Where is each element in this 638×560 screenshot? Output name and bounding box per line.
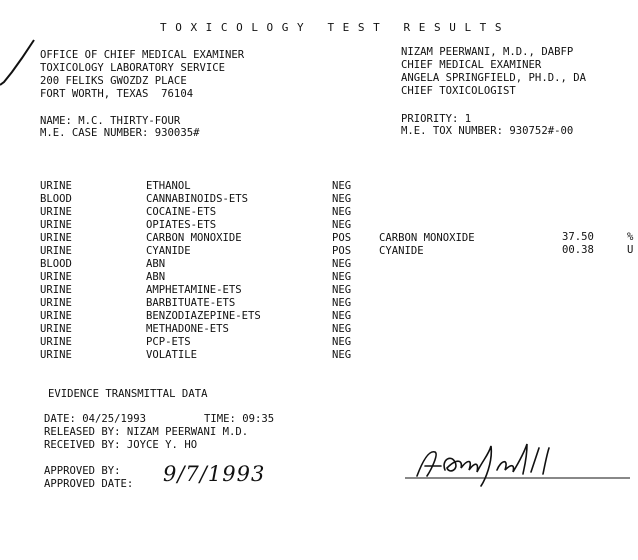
specimen: URINE <box>40 349 72 361</box>
test-result: NEG <box>332 336 352 348</box>
page-title: TOXICOLOGY TEST RESULTS <box>160 21 511 34</box>
test-name: BARBITUATE-ETS <box>146 297 236 309</box>
specimen: URINE <box>40 271 72 283</box>
specimen: URINE <box>40 336 72 348</box>
specimen: BLOOD <box>40 258 72 270</box>
case-name: NAME: M.C. THIRTY-FOUR <box>40 115 181 127</box>
test-result: NEG <box>332 258 352 270</box>
office-line: TOXICOLOGY LABORATORY SERVICE <box>40 62 225 74</box>
test-name: BENZODIAZEPINE-ETS <box>146 310 261 322</box>
test-result: NEG <box>332 349 352 361</box>
specimen: URINE <box>40 284 72 296</box>
test-name: CANNABINOIDS-ETS <box>146 193 249 205</box>
test-name: ETHANOL <box>146 180 191 192</box>
test-result: POS <box>332 232 352 244</box>
test-result: NEG <box>332 271 352 283</box>
quant-unit: % <box>627 231 634 243</box>
evidence-date: DATE: 04/25/1993 <box>44 413 147 425</box>
specimen: URINE <box>40 206 72 218</box>
test-name: CARBON MONOXIDE <box>146 232 242 244</box>
test-result: NEG <box>332 193 352 205</box>
handwritten-date: 9/7/1993 <box>163 462 266 486</box>
specimen: URINE <box>40 245 72 257</box>
priority: PRIORITY: 1 <box>401 113 472 125</box>
test-name: PCP-ETS <box>146 336 191 348</box>
test-name: VOLATILE <box>146 349 198 361</box>
test-result: NEG <box>332 297 352 309</box>
specimen: URINE <box>40 310 72 322</box>
staff-line: ANGELA SPRINGFIELD, PH.D., DA <box>401 72 586 84</box>
test-result: NEG <box>332 206 352 218</box>
quant-value: 00.38 <box>562 244 594 256</box>
test-name: CYANIDE <box>146 245 191 257</box>
approved-date-label: APPROVED DATE: <box>44 478 134 490</box>
office-line: OFFICE OF CHIEF MEDICAL EXAMINER <box>40 49 245 61</box>
staff-line: NIZAM PEERWANI, M.D., DABFP <box>401 46 574 58</box>
test-result: NEG <box>332 284 352 296</box>
scan-check-mark <box>0 0 40 80</box>
specimen: URINE <box>40 232 72 244</box>
approved-by-label: APPROVED BY: <box>44 465 121 477</box>
quant-value: 37.50 <box>562 231 594 243</box>
office-line: FORT WORTH, TEXAS 76104 <box>40 88 194 100</box>
staff-line: CHIEF TOXICOLOGIST <box>401 85 516 97</box>
received-by: RECEIVED BY: JOYCE Y. HO <box>44 439 198 451</box>
test-name: METHADONE-ETS <box>146 323 229 335</box>
test-name: AMPHETAMINE-ETS <box>146 284 242 296</box>
test-result: NEG <box>332 219 352 231</box>
evidence-time: TIME: 09:35 <box>204 413 275 425</box>
tox-number: M.E. TOX NUMBER: 930752#-00 <box>401 125 574 137</box>
specimen: URINE <box>40 323 72 335</box>
test-name: COCAINE-ETS <box>146 206 217 218</box>
signature <box>405 440 635 490</box>
specimen: BLOOD <box>40 193 72 205</box>
quant-unit: U <box>627 244 634 256</box>
test-name: OPIATES-ETS <box>146 219 217 231</box>
office-line: 200 FELIKS GWOZDZ PLACE <box>40 75 187 87</box>
test-result: POS <box>332 245 352 257</box>
staff-line: CHIEF MEDICAL EXAMINER <box>401 59 542 71</box>
analyte: CARBON MONOXIDE <box>379 232 475 244</box>
me-case-number: M.E. CASE NUMBER: 930035# <box>40 127 200 139</box>
analyte: CYANIDE <box>379 245 424 257</box>
specimen: URINE <box>40 180 72 192</box>
test-name: ABN <box>146 258 166 270</box>
evidence-heading: EVIDENCE TRANSMITTAL DATA <box>48 388 208 400</box>
test-result: NEG <box>332 180 352 192</box>
test-name: ABN <box>146 271 166 283</box>
specimen: URINE <box>40 297 72 309</box>
test-result: NEG <box>332 310 352 322</box>
specimen: URINE <box>40 219 72 231</box>
released-by: RELEASED BY: NIZAM PEERWANI M.D. <box>44 426 249 438</box>
test-result: NEG <box>332 323 352 335</box>
